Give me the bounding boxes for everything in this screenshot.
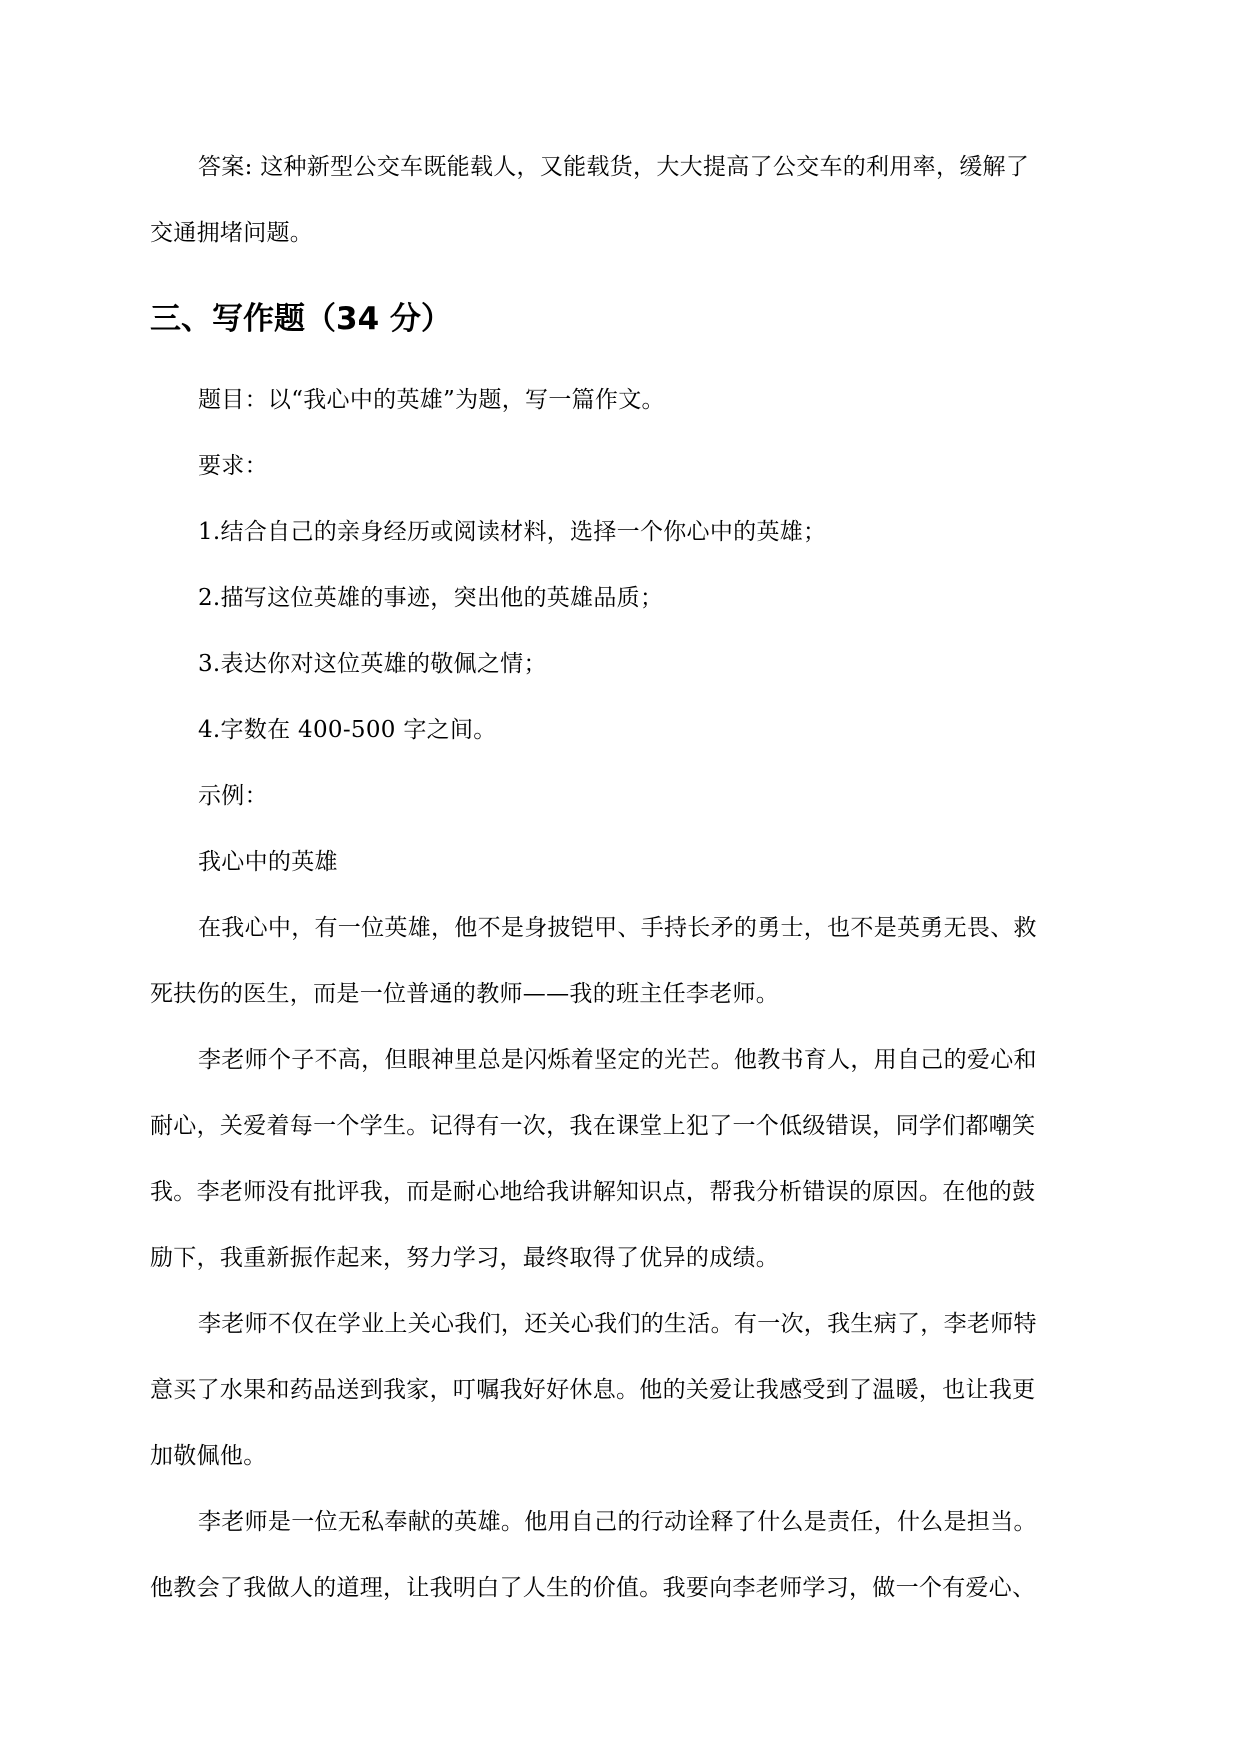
essay-line: 死扶伤的医生，而是一位普通的教师——我的班主任李老师。 [150,981,780,1007]
essay-line: 意买了水果和药品送到我家，叮嘱我好好休息。他的关爱让我感受到了温暖，也让我更 [150,1377,1036,1403]
essay-line: 耐心，关爱着每一个学生。记得有一次，我在课堂上犯了一个低级错误，同学们都嘲笑 [150,1113,1036,1139]
example-label: 示例： [198,783,268,809]
essay-line: 李老师是一位无私奉献的英雄。他用自己的行动诠释了什么是责任，什么是担当。 [198,1509,1037,1535]
answer-line: 交通拥堵问题。 [150,220,314,246]
requirement-item: 2.描写这位英雄的事迹，突出他的英雄品质； [198,585,664,611]
essay-line: 他教会了我做人的道理，让我明白了人生的价值。我要向李老师学习，做一个有爱心、 [150,1575,1036,1601]
essay-line: 我。李老师没有批评我，而是耐心地给我讲解知识点，帮我分析错误的原因。在他的鼓 [150,1179,1036,1205]
prompt-topic: 题目：以“我心中的英雄”为题，写一篇作文。 [198,387,665,413]
requirement-item: 3.表达你对这位英雄的敬佩之情； [198,651,547,677]
requirement-item: 4.字数在 400-500 字之间。 [198,717,497,743]
essay-title: 我心中的英雄 [198,849,338,875]
essay-line: 李老师不仅在学业上关心我们，还关心我们的生活。有一次，我生病了，李老师特 [198,1311,1037,1337]
section-heading: 三、写作题（34 分） [150,301,452,337]
essay-line: 加敬佩他。 [150,1443,267,1469]
requirement-item: 1.结合自己的亲身经历或阅读材料，选择一个你心中的英雄； [198,519,827,545]
essay-line: 李老师个子不高，但眼神里总是闪烁着坚定的光芒。他教书育人，用自己的爱心和 [198,1047,1037,1073]
requirements-label: 要求： [198,453,268,479]
essay-line: 励下，我重新振作起来，努力学习，最终取得了优异的成绩。 [150,1245,780,1271]
essay-line: 在我心中，有一位英雄，他不是身披铠甲、手持长矛的勇士，也不是英勇无畏、救 [198,915,1037,941]
answer-line: 答案: 这种新型公交车既能载人，又能载货，大大提高了公交车的利用率，缓解了 [198,154,1030,180]
